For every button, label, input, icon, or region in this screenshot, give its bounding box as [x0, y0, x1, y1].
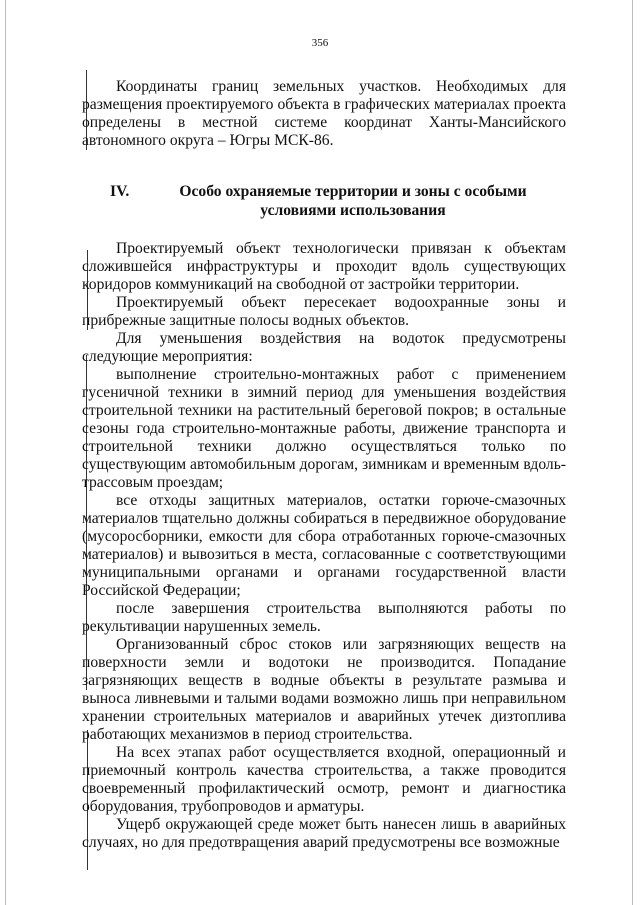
- paragraph: На всех этапах работ осуществляется входной, операционный и приемочный контроль качества строительства, а также проводится своевременный профилактический осмотр, ремонт и диагностика оборудования, трубопроводов и арматуры.: [82, 744, 566, 815]
- paragraph: Организованный сброс стоков или загрязняющих веществ на поверхности земли и водотоки не производится. Попадание загрязняющих веществ в водные объекты в результате размыва и выноса ливневыми и талыми водами возможно лишь при неправильном хранении строительных материалов и аварийных утечек дизтоплива работающих механизмов в период строительства.: [82, 636, 566, 743]
- paragraph: Проектируемый объект технологически привязан к объектам сложившейся инфраструктуры и проходит вдоль существующих коридоров коммуникаций на свободной от застройки территории.: [82, 240, 566, 293]
- paragraph: Проектируемый объект пересекает водоохранные зоны и прибрежные защитные полосы водных объектов.: [82, 294, 566, 329]
- paragraph: после завершения строительства выполняются работы по рекультивации нарушенных земель.: [82, 600, 566, 635]
- scan-edge-left: [5, 0, 6, 905]
- paragraph: Ущерб окружающей среде может быть нанесен лишь в аварийных случаях, но для предотвращения аварий предусмотрены все возможные: [82, 816, 566, 851]
- section-title: Особо охраняемые территории и зоны с особыми условиями использования: [179, 183, 527, 219]
- paragraph: Для уменьшения воздействия на водоток предусмотрены следующие мероприятия:: [82, 330, 566, 365]
- paragraph: выполнение строительно-монтажных работ с применением гусеничной техники в зимний период для уменьшения воздействия строительной техники на растительный береговой покров; в остальные сезоны года строительно-монтажные работы, движение транспорта и строительной техники должно осуществляться только по существующим автомобильным дорогам, зимникам и временным вдоль-трассовым проездам;: [82, 366, 566, 491]
- paragraph: все отходы защитных материалов, остатки горюче-смазочных материалов тщательно должны собираться в передвижное оборудование (мусоросборники, емкости для сбора отработанных горюче-смазочных материалов) и вывозиться в места, согласованные с соответствующими муниципальными органами и органами государственной власти Российской Федерации;: [82, 492, 566, 599]
- section-number: IV.: [110, 183, 130, 200]
- paragraph-coordinates: Координаты границ земельных участков. Необходимых для размещения проектируемого объекта в графических материалах проекта определены в местной системе координат Ханты-Мансийского автономного округа – Югры МСК-86.: [82, 78, 566, 149]
- scan-edge-right: [632, 0, 633, 905]
- section-heading: [82, 182, 566, 220]
- page-number: 356: [311, 37, 329, 49]
